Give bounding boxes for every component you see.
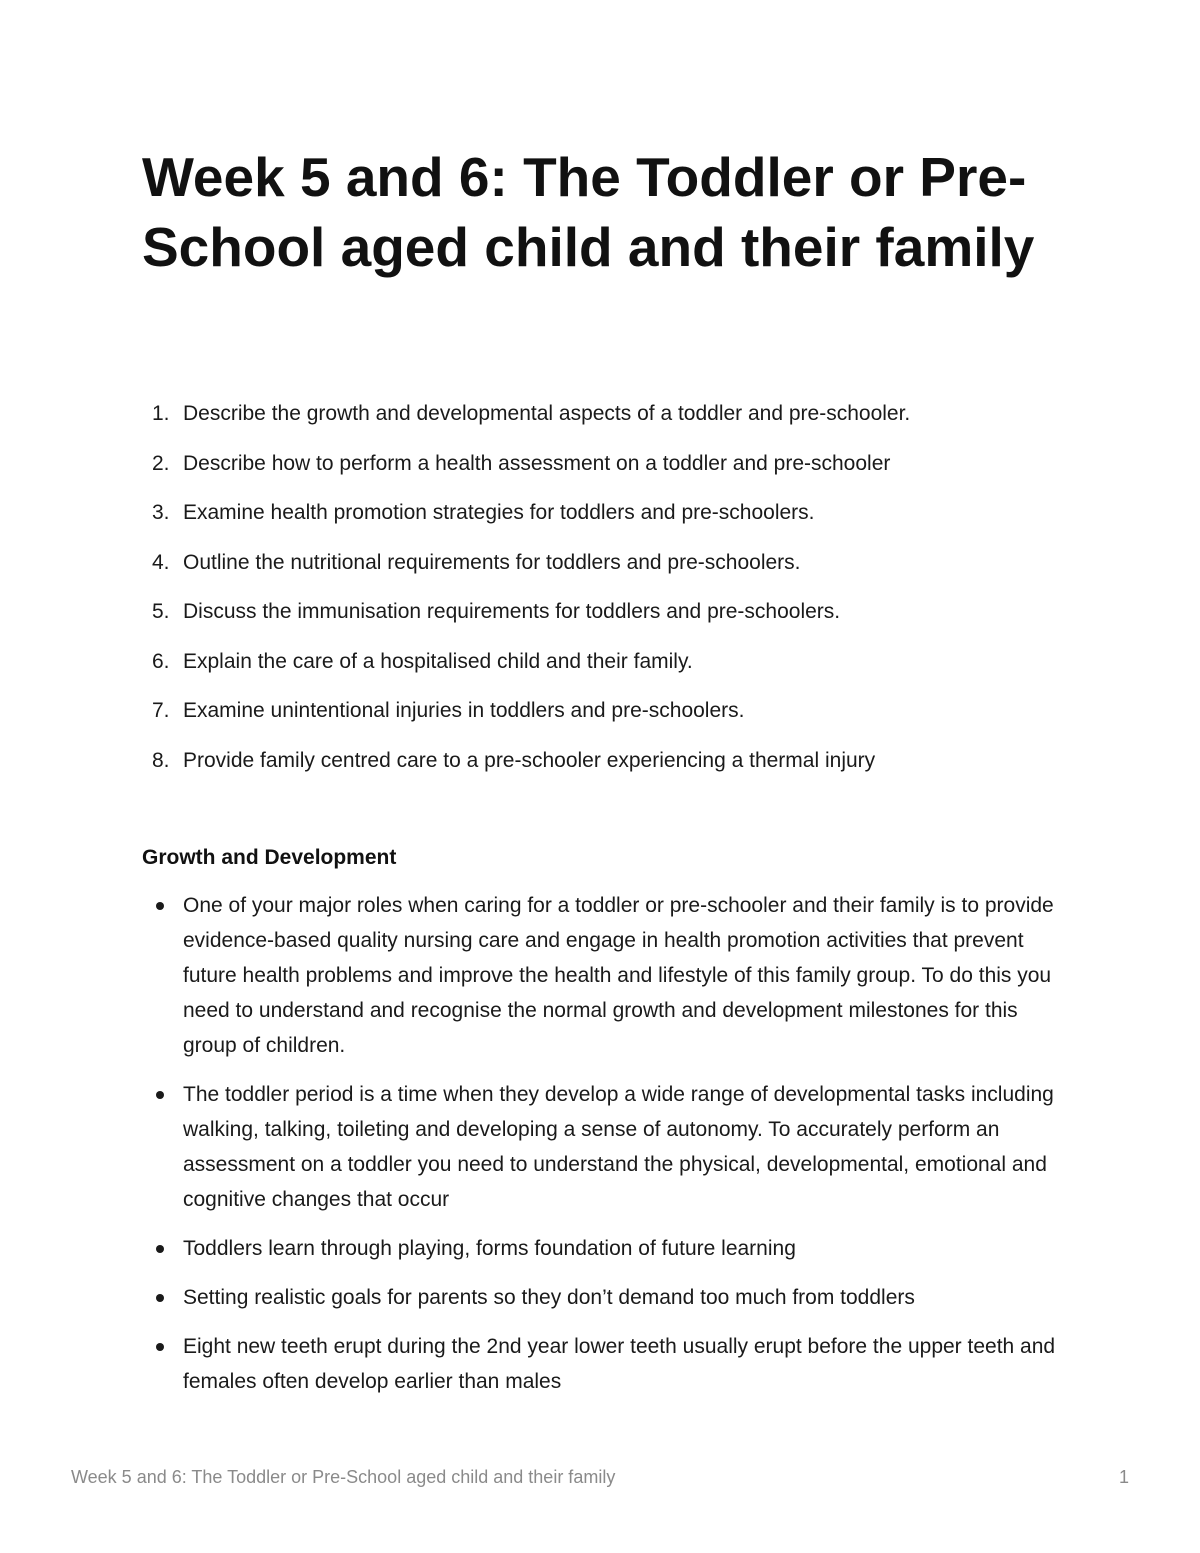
list-item-text: Discuss the immunisation requirements for toddlers and pre-schoolers. [183, 600, 841, 623]
list-item-text: Explain the care of a hospitalised child and their family. [183, 649, 693, 673]
section-heading: Growth and Development [142, 846, 397, 869]
list-item-number: 6. [152, 649, 170, 673]
list-item-number: 7. [152, 699, 170, 722]
list-item-text: Provide family centred care to a pre-schooler experiencing a thermal injury [183, 748, 876, 772]
list-item [142, 740, 1072, 790]
footer-title: Week 5 and 6: The Toddler or Pre-School aged child and their family [71, 1467, 616, 1487]
page-title: Week 5 and 6: The Toddler or Pre-School aged child and their family [142, 146, 1035, 278]
list-item [142, 591, 1072, 641]
list-item-text: Toddlers learn through playing, forms foundation of future learning [183, 1237, 796, 1260]
list-item-text: Examine health promotion strategies for toddlers and pre-schoolers. [183, 501, 815, 524]
growth-development-list [142, 888, 1072, 1413]
list-item [142, 690, 1072, 740]
list-item [142, 1280, 1072, 1315]
bullet-icon [156, 902, 164, 910]
list-item-number: 1. [152, 402, 170, 425]
list-item [142, 1329, 1072, 1399]
learning-objectives-list [142, 393, 1072, 789]
bullet-icon [156, 1343, 164, 1351]
list-item-number: 8. [152, 748, 170, 772]
bullet-icon [156, 1245, 164, 1253]
list-item-text: Outline the nutritional requirements for toddlers and pre-schoolers. [183, 550, 801, 574]
list-item-text: The toddler period is a time when they develop a wide range of developmental tasks including walking, talking, toileting and developing a sense of autonomy. To accurately perform an assessment on a toddler you need to understand the physical, developmental, emotional and cognitive changes that occur [183, 1083, 1054, 1211]
bullet-icon [156, 1294, 164, 1302]
list-item-text: Examine unintentional injuries in toddlers and pre-schoolers. [183, 699, 745, 722]
list-item-text: Setting realistic goals for parents so they don’t demand too much from toddlers [183, 1286, 915, 1309]
list-item-text: One of your major roles when caring for a toddler or pre-schooler and their family is to provide evidence-based quality nursing care and engage in health promotion activities that prevent future health problems and improve the health and lifestyle of this family group. To do this you need to understand and recognise the normal growth and development milestones for this group of children. [183, 894, 1054, 1057]
list-item [142, 393, 1072, 443]
list-item [142, 492, 1072, 542]
list-item-text: Describe the growth and developmental aspects of a toddler and pre-schooler. [183, 402, 911, 425]
list-item-text: Describe how to perform a health assessment on a toddler and pre-schooler [183, 451, 891, 475]
list-item [142, 443, 1072, 493]
list-item [142, 1077, 1072, 1217]
list-item-number: 3. [152, 501, 170, 524]
list-item [142, 542, 1072, 592]
list-item [142, 888, 1072, 1063]
list-item-text: Eight new teeth erupt during the 2nd year lower teeth usually erupt before the upper teeth and females often develop earlier than males [183, 1335, 1056, 1393]
list-item [142, 1231, 1072, 1266]
list-item-number: 5. [152, 600, 170, 623]
list-item [142, 641, 1072, 691]
list-item-number: 2. [152, 451, 170, 475]
page-number: 1 [1118, 1467, 1129, 1487]
bullet-icon [156, 1091, 164, 1099]
list-item-number: 4. [152, 550, 170, 574]
